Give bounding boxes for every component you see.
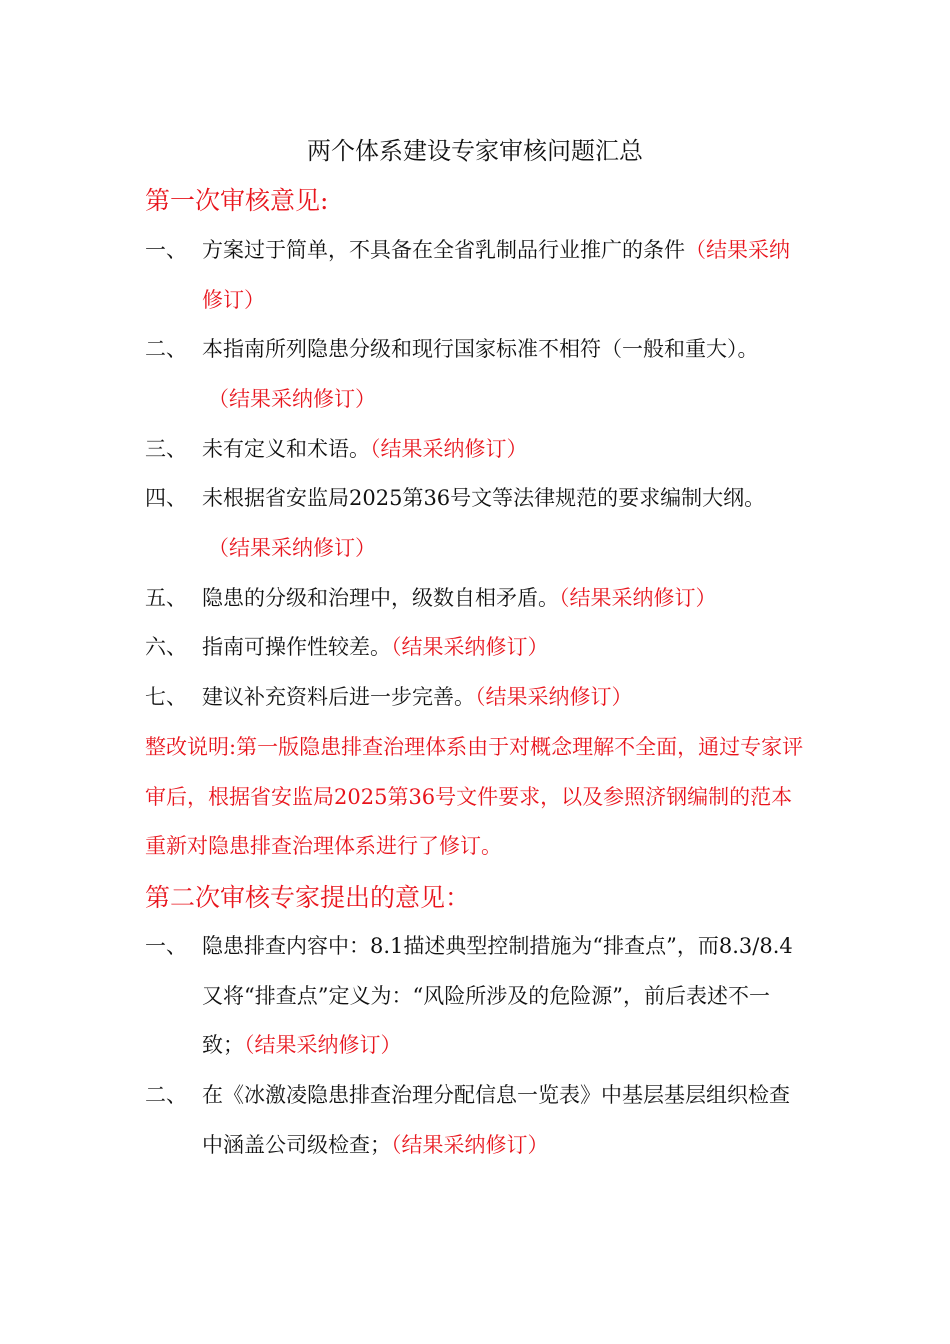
item-text: 未根据省安监局2025第36号文等法律规范的要求编制大纲。 bbox=[202, 486, 766, 510]
list-item bbox=[145, 226, 810, 325]
rectification-note: 整改说明:第一版隐患排查治理体系由于对概念理解不全面，通过专家评审后，根据省安监局2025第36号文件要求，以及参照济钢编制的范本重新对隐患排查治理体系进行了修订。 bbox=[145, 735, 804, 858]
item-result: （结果采纳修订） bbox=[244, 1033, 402, 1057]
list-item bbox=[145, 425, 810, 475]
item-result: （结果采纳修订） bbox=[202, 238, 790, 312]
item-text: 隐患排查内容中：8.1描述典型控制措施为“排查点”，而8.3/8.4又将“排查点”定义为：“风险所涉及的危险源”，前后表述不一致； bbox=[202, 934, 793, 1057]
item-number: 六、 bbox=[145, 635, 187, 659]
item-number: 二、 bbox=[145, 1083, 187, 1107]
item-text: 在《冰激凌隐患排查治理分配信息一览表》中基层基层组织检查中涵盖公司级检查； bbox=[202, 1083, 790, 1157]
item-number: 二、 bbox=[145, 337, 187, 361]
item-text: 指南可操作性较差。 bbox=[202, 635, 391, 659]
item-number: 四、 bbox=[145, 486, 187, 510]
list-item bbox=[145, 623, 810, 673]
list-item bbox=[145, 673, 810, 723]
section-heading-second-review: 第二次审核专家提出的意见： bbox=[145, 883, 471, 912]
item-result: （结果采纳修订） bbox=[391, 635, 549, 659]
page-title: 两个体系建设专家审核问题汇总 bbox=[307, 137, 643, 165]
item-result: （结果采纳修订） bbox=[559, 586, 717, 610]
item-text: 隐患的分级和治理中，级数自相矛盾。 bbox=[202, 586, 559, 610]
list-item bbox=[145, 922, 810, 1071]
list-item bbox=[145, 474, 810, 573]
item-number: 七、 bbox=[145, 685, 187, 709]
item-number: 五、 bbox=[145, 586, 187, 610]
item-number: 一、 bbox=[145, 238, 187, 262]
item-number: 三、 bbox=[145, 437, 187, 461]
item-result: （结果采纳修订） bbox=[475, 685, 633, 709]
item-result: （结果采纳修订） bbox=[370, 437, 528, 461]
item-result: （结果采纳修订） bbox=[208, 535, 376, 560]
list-item bbox=[145, 325, 810, 424]
item-text: 未有定义和术语。 bbox=[202, 437, 370, 461]
item-text: 建议补充资料后进一步完善。 bbox=[202, 685, 475, 709]
item-result: （结果采纳修订） bbox=[391, 1132, 549, 1157]
list-item bbox=[145, 574, 810, 624]
section-heading-first-review: 第一次审核意见: bbox=[145, 186, 329, 215]
item-text: 本指南所列隐患分级和现行国家标准不相符（一般和重大）。 bbox=[202, 337, 759, 361]
item-result: （结果采纳修订） bbox=[208, 386, 376, 411]
item-number: 一、 bbox=[145, 934, 187, 958]
list-item bbox=[145, 1071, 810, 1170]
item-text: 方案过于简单，不具备在全省乳制品行业推广的条件 bbox=[202, 238, 685, 262]
